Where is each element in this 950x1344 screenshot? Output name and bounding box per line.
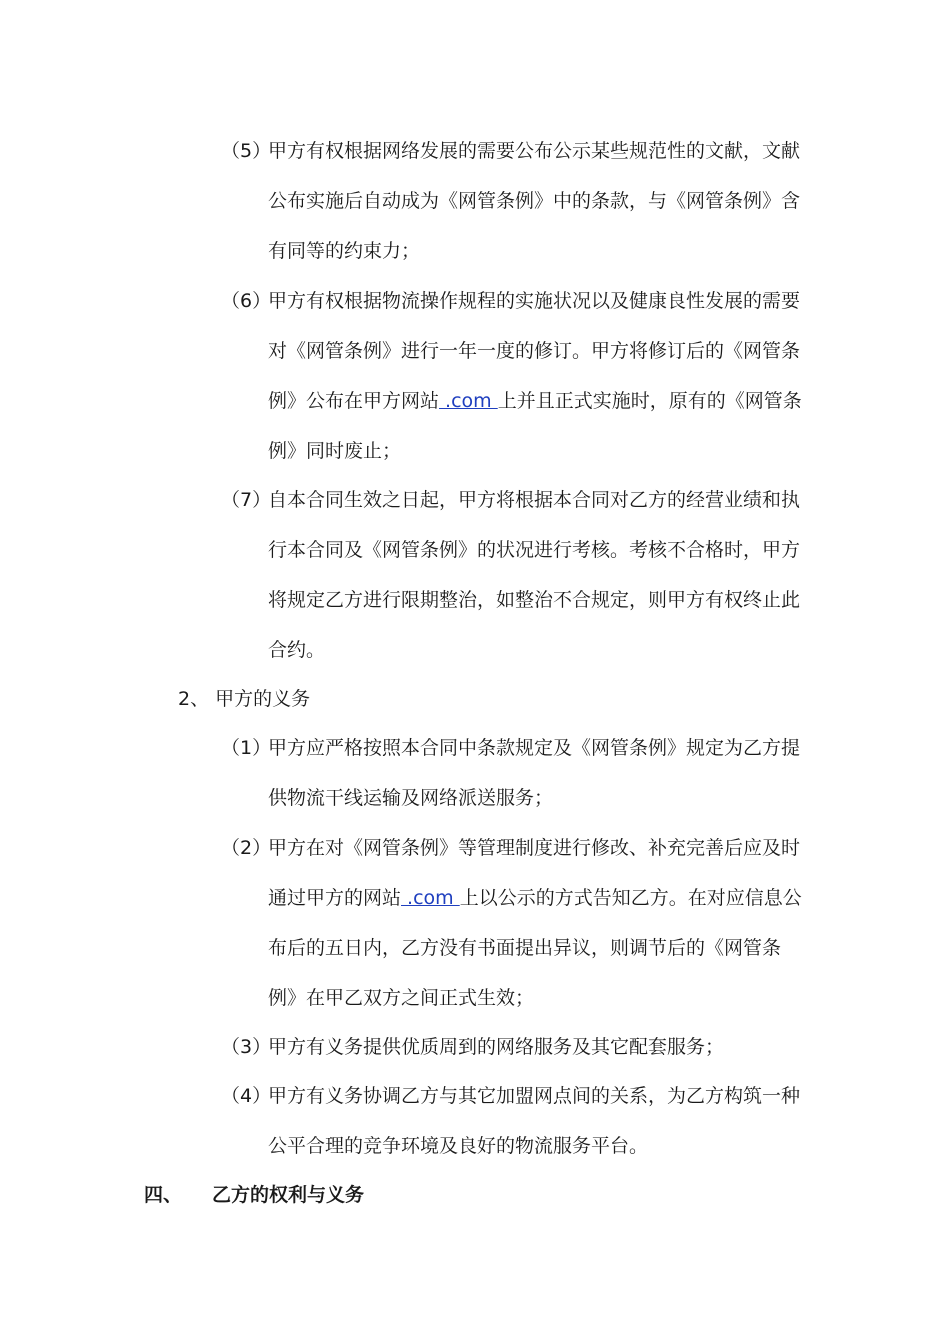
section-heading	[144, 1170, 365, 1220]
section-title: 乙方的权利与义务	[212, 1184, 365, 1206]
text-segment: 通过甲方的网站	[268, 887, 402, 909]
text-line: 甲方有权根据物流操作规程的实施状况以及健康良性发展的需要	[268, 290, 801, 312]
item-number: （1）	[221, 737, 272, 759]
text-segment: 上并且正式实施时，原有的《网管条	[497, 390, 802, 412]
text-segment: 例》公布在甲方网站	[268, 390, 440, 412]
item-text	[268, 1071, 808, 1171]
text-line: 自本合同生效之日起，甲方将根据本合同对乙方的经营业绩和执	[268, 489, 801, 511]
item-text	[268, 823, 808, 1023]
item-text	[268, 723, 808, 823]
text-line: 将规定乙方进行限期整治，如整治不合规定，则甲方有权终止此	[268, 589, 801, 611]
item-text	[268, 126, 808, 276]
item-text	[268, 276, 808, 476]
text-line: 甲方有义务协调乙方与其它加盟网点间的关系，为乙方构筑一种	[268, 1085, 801, 1107]
sub-heading: 2、 甲方的义务	[178, 688, 311, 710]
text-line: 甲方在对《网管条例》等管理制度进行修改、补充完善后应及时	[268, 837, 801, 859]
item-number: （4）	[221, 1085, 272, 1107]
text-line: 对《网管条例》进行一年一度的修订。甲方将修订后的《网管条	[268, 340, 801, 362]
text-segment: 上以公示的方式告知乙方。在对应信息公	[459, 887, 802, 909]
website-link[interactable]: .com	[439, 390, 498, 412]
text-line: 例》同时废止；	[268, 440, 402, 462]
text-line: 有同等的约束力；	[268, 240, 421, 262]
item-text	[268, 475, 808, 675]
item-number: （3）	[221, 1036, 272, 1058]
item-number: （6）	[221, 290, 272, 312]
text-line: 公平合理的竞争环境及良好的物流服务平台。	[268, 1135, 649, 1157]
item-text	[268, 1022, 808, 1072]
text-line: 布后的五日内，乙方没有书面提出异议，则调节后的《网管条	[268, 937, 782, 959]
item-number: （2）	[221, 837, 272, 859]
text-line: 合约。	[268, 639, 326, 661]
text-line	[268, 376, 808, 426]
text-line: 甲方有权根据网络发展的需要公布公示某些规范性的文献，文献	[268, 140, 801, 162]
section-number: 四、	[144, 1184, 183, 1206]
text-line: 公布实施后自动成为《网管条例》中的条款，与《网管条例》含	[268, 190, 801, 212]
item-number: （5）	[221, 140, 272, 162]
website-link[interactable]: .com	[401, 887, 460, 909]
text-line: 甲方应严格按照本合同中条款规定及《网管条例》规定为乙方提	[268, 737, 801, 759]
text-line: 甲方有义务提供优质周到的网络服务及其它配套服务；	[268, 1036, 725, 1058]
text-line: 供物流干线运输及网络派送服务；	[268, 787, 554, 809]
text-line	[268, 873, 808, 923]
item-number: （7）	[221, 489, 272, 511]
text-line: 例》在甲乙双方之间正式生效；	[268, 987, 535, 1009]
text-line: 行本合同及《网管条例》的状况进行考核。考核不合格时，甲方	[268, 539, 801, 561]
